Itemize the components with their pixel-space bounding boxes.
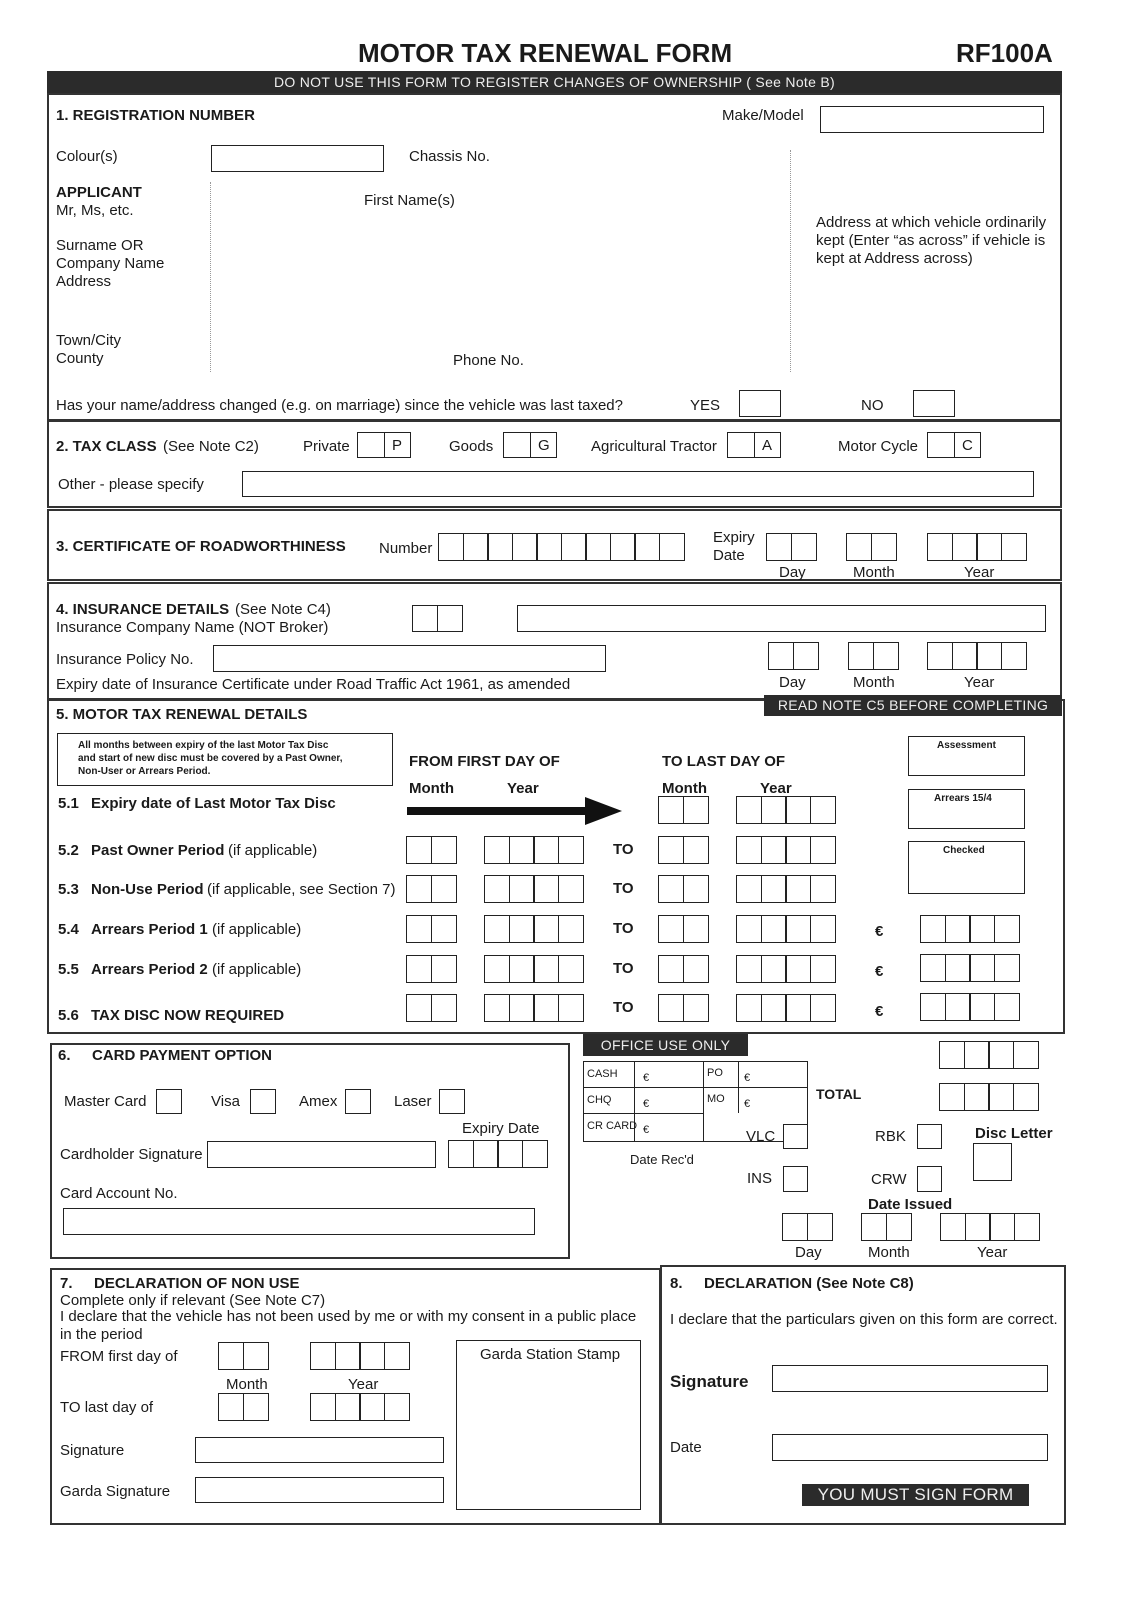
company-name-label: Company Name bbox=[56, 255, 165, 272]
other-class-label: Other - please specify bbox=[58, 476, 204, 493]
class-tractor-checkbox[interactable] bbox=[727, 432, 755, 458]
insurance-expiry-year-cells[interactable] bbox=[927, 642, 1027, 670]
mastercard-checkbox[interactable] bbox=[156, 1089, 182, 1114]
applicant-label: APPLICANT bbox=[56, 184, 142, 201]
registration-label: 1. REGISTRATION NUMBER bbox=[56, 107, 255, 124]
insurance-code-cells[interactable] bbox=[412, 605, 463, 632]
cert-expiry-label-2: Date bbox=[713, 547, 745, 564]
po-label: PO bbox=[707, 1067, 723, 1079]
non-use-from-month[interactable] bbox=[218, 1342, 269, 1370]
name-changed-question: Has your name/address changed (e.g. on marriage) since the vehicle was last taxed? bbox=[56, 397, 623, 414]
cert-number-label: Number bbox=[379, 540, 433, 557]
class-motorcycle-checkbox[interactable] bbox=[927, 432, 955, 458]
surname-label: Surname OR bbox=[56, 237, 144, 254]
declaration-num: 8. bbox=[670, 1275, 683, 1292]
disc-letter-label: Disc Letter bbox=[975, 1125, 1053, 1142]
row-5-2-to-year[interactable] bbox=[736, 836, 836, 864]
renewal-info-line-1: All months between expiry of the last Motor Tax Disc bbox=[78, 740, 329, 751]
row-5-4-from-month[interactable] bbox=[406, 915, 457, 943]
row-5-4-to-month[interactable] bbox=[658, 915, 709, 943]
row-5-4-from-year[interactable] bbox=[484, 915, 584, 943]
garda-signature-field[interactable] bbox=[195, 1477, 444, 1503]
insurance-expiry-label: Expiry date of Insurance Certificate under Road Traffic Act 1961, as amended bbox=[56, 676, 571, 693]
policy-number-label: Insurance Policy No. bbox=[56, 651, 194, 668]
office-amount-cells-1[interactable] bbox=[939, 1041, 1039, 1069]
row-5-1-num: 5.1 bbox=[58, 795, 79, 812]
office-use-banner: OFFICE USE ONLY bbox=[583, 1034, 748, 1056]
amex-label: Amex bbox=[299, 1093, 338, 1110]
row-5-5-euro: € bbox=[875, 963, 884, 980]
kept-address-label-3: kept at Address across) bbox=[816, 250, 973, 267]
row-5-6-to-month[interactable] bbox=[658, 994, 709, 1022]
issued-day-cells[interactable] bbox=[782, 1213, 833, 1241]
yes-checkbox[interactable] bbox=[739, 390, 781, 417]
no-checkbox[interactable] bbox=[913, 390, 955, 417]
office-grid-h1 bbox=[583, 1087, 808, 1088]
declaration-date-label: Date bbox=[670, 1439, 702, 1456]
row-5-2-num: 5.2 bbox=[58, 842, 79, 859]
row-5-4-num: 5.4 bbox=[58, 921, 79, 938]
non-use-month-label: Month bbox=[226, 1376, 268, 1393]
cert-expiry-day-cells[interactable] bbox=[766, 533, 817, 561]
po-euro: € bbox=[744, 1072, 751, 1084]
class-tractor-code: A bbox=[754, 432, 781, 458]
cardholder-signature-label: Cardholder Signature bbox=[60, 1146, 203, 1163]
cert-month-label: Month bbox=[853, 564, 895, 581]
row-5-5-from-year[interactable] bbox=[484, 955, 584, 983]
class-goods-code: G bbox=[530, 432, 557, 458]
row-5-5-to-year[interactable] bbox=[736, 955, 836, 983]
class-private-checkbox[interactable] bbox=[357, 432, 385, 458]
row-5-6-label: TAX DISC NOW REQUIRED bbox=[91, 1007, 285, 1024]
row-5-3-label: Non-Use Period bbox=[91, 881, 204, 898]
renewal-info-line-2: and start of new disc must be covered by a Past Owner, bbox=[78, 753, 343, 764]
row-5-3-from-year[interactable] bbox=[484, 875, 584, 903]
row-5-5-to: TO bbox=[613, 960, 634, 977]
row-5-2-label: Past Owner Period bbox=[91, 842, 225, 859]
rbk-label: RBK bbox=[875, 1128, 906, 1145]
row-5-1-to-month[interactable] bbox=[658, 796, 709, 824]
card-expiry-label: Expiry Date bbox=[462, 1120, 540, 1137]
row-5-4-to-year[interactable] bbox=[736, 915, 836, 943]
chassis-label: Chassis No. bbox=[409, 148, 490, 165]
insurance-expiry-month-cells[interactable] bbox=[848, 642, 899, 670]
crcard-label: CR CARD bbox=[587, 1120, 638, 1132]
insurance-year-label: Year bbox=[964, 674, 995, 691]
issued-month-cells[interactable] bbox=[861, 1213, 912, 1241]
from-first-day-label: FROM FIRST DAY OF bbox=[409, 753, 560, 770]
row-5-6-num: 5.6 bbox=[58, 1007, 79, 1024]
form-title: MOTOR TAX RENEWAL FORM bbox=[358, 38, 733, 68]
to-year-label: Year bbox=[760, 780, 792, 797]
kept-address-label-2: kept (Enter “as across” if vehicle is bbox=[816, 232, 1046, 249]
crcard-euro: € bbox=[643, 1124, 650, 1136]
row-5-5-label: Arrears Period 2 bbox=[91, 961, 208, 978]
row-5-5-amount[interactable] bbox=[920, 954, 1020, 982]
kept-address-label-1: Address at which vehicle ordinarily bbox=[816, 214, 1047, 231]
garda-stamp-box: Garda Station Stamp bbox=[456, 1340, 641, 1510]
class-tractor-label: Agricultural Tractor bbox=[591, 438, 717, 455]
row-5-6-amount[interactable] bbox=[920, 993, 1020, 1021]
insurance-company-label: Insurance Company Name (NOT Broker) bbox=[56, 619, 329, 636]
ins-checkbox[interactable] bbox=[783, 1166, 808, 1192]
row-5-4-amount[interactable] bbox=[920, 915, 1020, 943]
ins-label: INS bbox=[747, 1170, 773, 1187]
from-year-label: Year bbox=[507, 780, 539, 797]
chq-label: CHQ bbox=[587, 1094, 612, 1106]
crw-label: CRW bbox=[871, 1171, 907, 1188]
amex-checkbox[interactable] bbox=[345, 1089, 371, 1114]
insurance-company-field[interactable] bbox=[517, 605, 1046, 632]
row-5-4-to: TO bbox=[613, 920, 634, 937]
make-model-label: Make/Model bbox=[722, 107, 804, 124]
cert-expiry-year-cells[interactable] bbox=[927, 533, 1027, 561]
arrears-box: Arrears 15/4 bbox=[908, 789, 1025, 829]
row-5-2-extra: (if applicable) bbox=[228, 842, 318, 859]
class-motorcycle-label: Motor Cycle bbox=[838, 438, 919, 455]
from-month-label: Month bbox=[409, 780, 454, 797]
row-5-6-to-year[interactable] bbox=[736, 994, 836, 1022]
insurance-month-label: Month bbox=[853, 674, 895, 691]
class-motorcycle-code: C bbox=[954, 432, 981, 458]
chq-euro: € bbox=[643, 1098, 650, 1110]
assessment-box: Assessment bbox=[908, 736, 1025, 776]
cardholder-signature-field[interactable] bbox=[207, 1141, 436, 1168]
insurance-day-label: Day bbox=[779, 674, 806, 691]
declaration-statement: I declare that the particulars given on this form are correct. bbox=[670, 1311, 1058, 1328]
row-5-3-from-month[interactable] bbox=[406, 875, 457, 903]
title-label: Mr, Ms, etc. bbox=[56, 202, 134, 219]
class-private-label: Private bbox=[303, 438, 350, 455]
renewal-info-line-3: Non-User or Arrears Period. bbox=[78, 766, 211, 777]
class-private-code: P bbox=[384, 432, 411, 458]
row-5-4-label: Arrears Period 1 bbox=[91, 921, 208, 938]
non-use-line-1: Complete only if relevant (See Note C7) bbox=[60, 1292, 326, 1309]
card-payment-title: CARD PAYMENT OPTION bbox=[92, 1047, 273, 1064]
laser-checkbox[interactable] bbox=[439, 1089, 465, 1114]
issued-month-label: Month bbox=[868, 1244, 910, 1261]
crw-checkbox[interactable] bbox=[917, 1166, 942, 1192]
date-received-label: Date Rec'd bbox=[630, 1152, 694, 1167]
class-goods-checkbox[interactable] bbox=[503, 432, 531, 458]
declaration-date-field[interactable] bbox=[772, 1434, 1048, 1461]
card-account-field[interactable] bbox=[63, 1208, 535, 1235]
declaration-signature-label: Signature bbox=[670, 1372, 749, 1391]
tax-class-note: (See Note C2) bbox=[163, 438, 259, 455]
office-grid-h2 bbox=[583, 1113, 703, 1114]
tax-class-title: 2. TAX CLASS bbox=[56, 438, 157, 455]
row-5-2-from-year[interactable] bbox=[484, 836, 584, 864]
other-class-field[interactable] bbox=[242, 471, 1034, 497]
non-use-to-label: TO last day of bbox=[60, 1399, 154, 1416]
row-5-1-to-year[interactable] bbox=[736, 796, 836, 824]
cert-expiry-label-1: Expiry bbox=[713, 529, 755, 546]
disc-letter-box[interactable] bbox=[973, 1143, 1012, 1181]
non-use-to-month[interactable] bbox=[218, 1393, 269, 1421]
card-payment-num: 6. bbox=[58, 1047, 71, 1064]
to-last-day-label: TO LAST DAY OF bbox=[662, 753, 786, 770]
vlc-checkbox[interactable] bbox=[783, 1124, 808, 1149]
non-use-line-2: I declare that the vehicle has not been used by me or with my consent in a public place bbox=[60, 1308, 637, 1325]
kept-address-divider bbox=[790, 150, 791, 372]
issued-year-cells[interactable] bbox=[940, 1213, 1040, 1241]
non-use-to-year[interactable] bbox=[310, 1393, 410, 1421]
mo-euro: € bbox=[744, 1098, 751, 1110]
date-issued-label: Date Issued bbox=[868, 1196, 953, 1213]
class-goods-label: Goods bbox=[449, 438, 494, 455]
row-5-3-num: 5.3 bbox=[58, 881, 79, 898]
declaration-title: DECLARATION (See Note C8) bbox=[704, 1275, 914, 1292]
office-grid-v3 bbox=[738, 1061, 739, 1113]
rbk-checkbox[interactable] bbox=[917, 1124, 942, 1149]
row-5-5-num: 5.5 bbox=[58, 961, 79, 978]
non-use-line-3: in the period bbox=[60, 1326, 143, 1343]
vlc-label: VLC bbox=[746, 1128, 776, 1145]
cash-euro: € bbox=[643, 1072, 650, 1084]
row-5-1-label: Expiry date of Last Motor Tax Disc bbox=[91, 795, 336, 812]
insurance-expiry-day-cells[interactable] bbox=[768, 642, 819, 670]
row-5-5-to-month[interactable] bbox=[658, 955, 709, 983]
non-use-year-label: Year bbox=[348, 1376, 379, 1393]
first-name-label: First Name(s) bbox=[364, 192, 455, 209]
card-expiry-cells[interactable] bbox=[448, 1140, 548, 1168]
non-use-signature-field[interactable] bbox=[195, 1437, 444, 1463]
visa-label: Visa bbox=[211, 1093, 240, 1110]
non-use-num: 7. bbox=[60, 1275, 73, 1292]
row-5-2-to-month[interactable] bbox=[658, 836, 709, 864]
visa-checkbox[interactable] bbox=[250, 1089, 276, 1114]
non-use-signature-label: Signature bbox=[60, 1442, 125, 1459]
row-5-3-to-year[interactable] bbox=[736, 875, 836, 903]
address-area-divider bbox=[210, 182, 211, 372]
row-5-3-extra: (if applicable, see Section 7) bbox=[207, 881, 396, 898]
must-sign-banner: YOU MUST SIGN FORM bbox=[802, 1484, 1029, 1506]
town-label: Town/City bbox=[56, 332, 122, 349]
policy-number-field[interactable] bbox=[213, 645, 606, 672]
row-5-2-from-month[interactable] bbox=[406, 836, 457, 864]
checked-box: Checked bbox=[908, 841, 1025, 894]
cert-day-label: Day bbox=[779, 564, 806, 581]
row-5-6-to: TO bbox=[613, 999, 634, 1016]
ownership-notice: DO NOT USE THIS FORM TO REGISTER CHANGES OF OWNERSHIP ( See Note B) bbox=[47, 71, 1062, 93]
county-label: County bbox=[56, 350, 104, 367]
non-use-from-label: FROM first day of bbox=[60, 1348, 178, 1365]
colour-label: Colour(s) bbox=[56, 148, 118, 165]
total-label: TOTAL bbox=[816, 1086, 862, 1102]
row-5-2-to: TO bbox=[613, 841, 634, 858]
cert-expiry-month-cells[interactable] bbox=[846, 533, 897, 561]
insurance-title: 4. INSURANCE DETAILS bbox=[56, 601, 230, 618]
mo-label: MO bbox=[707, 1093, 725, 1105]
roadworthiness-title: 3. CERTIFICATE OF ROADWORTHINESS bbox=[56, 538, 346, 555]
make-model-field[interactable] bbox=[820, 106, 1044, 133]
row-5-6-euro: € bbox=[875, 1003, 884, 1020]
colour-field[interactable] bbox=[211, 145, 384, 172]
to-month-label: Month bbox=[662, 780, 707, 797]
issued-day-label: Day bbox=[795, 1244, 822, 1261]
office-total-cells[interactable] bbox=[939, 1083, 1039, 1111]
cert-year-label: Year bbox=[964, 564, 995, 581]
mastercard-label: Master Card bbox=[64, 1093, 147, 1110]
row-5-6-from-year[interactable] bbox=[484, 994, 584, 1022]
garda-signature-label: Garda Signature bbox=[60, 1483, 171, 1500]
laser-label: Laser bbox=[394, 1093, 432, 1110]
row-5-4-extra: (if applicable) bbox=[212, 921, 302, 938]
cash-label: CASH bbox=[587, 1068, 618, 1080]
row-5-3-to-month[interactable] bbox=[658, 875, 709, 903]
form-code: RF100A bbox=[956, 38, 1053, 68]
row-5-5-extra: (if applicable) bbox=[212, 961, 302, 978]
row-5-4-euro: € bbox=[875, 923, 884, 940]
address-label: Address bbox=[56, 273, 112, 290]
cert-number-cells[interactable] bbox=[438, 533, 685, 561]
phone-label: Phone No. bbox=[453, 352, 524, 369]
non-use-from-year[interactable] bbox=[310, 1342, 410, 1370]
no-label: NO bbox=[861, 397, 884, 414]
office-grid-v2 bbox=[703, 1061, 704, 1142]
arrow-icon bbox=[407, 797, 622, 825]
insurance-note: (See Note C4) bbox=[235, 601, 331, 618]
non-use-title: DECLARATION OF NON USE bbox=[94, 1275, 300, 1292]
renewal-title: 5. MOTOR TAX RENEWAL DETAILS bbox=[56, 706, 308, 723]
declaration-signature-field[interactable] bbox=[772, 1365, 1048, 1392]
card-account-label: Card Account No. bbox=[60, 1185, 178, 1202]
row-5-3-to: TO bbox=[613, 880, 634, 897]
row-5-6-from-month[interactable] bbox=[406, 994, 457, 1022]
row-5-5-from-month[interactable] bbox=[406, 955, 457, 983]
issued-year-label: Year bbox=[977, 1244, 1008, 1261]
read-note-banner: READ NOTE C5 BEFORE COMPLETING bbox=[764, 695, 1062, 716]
yes-label: YES bbox=[690, 397, 721, 414]
